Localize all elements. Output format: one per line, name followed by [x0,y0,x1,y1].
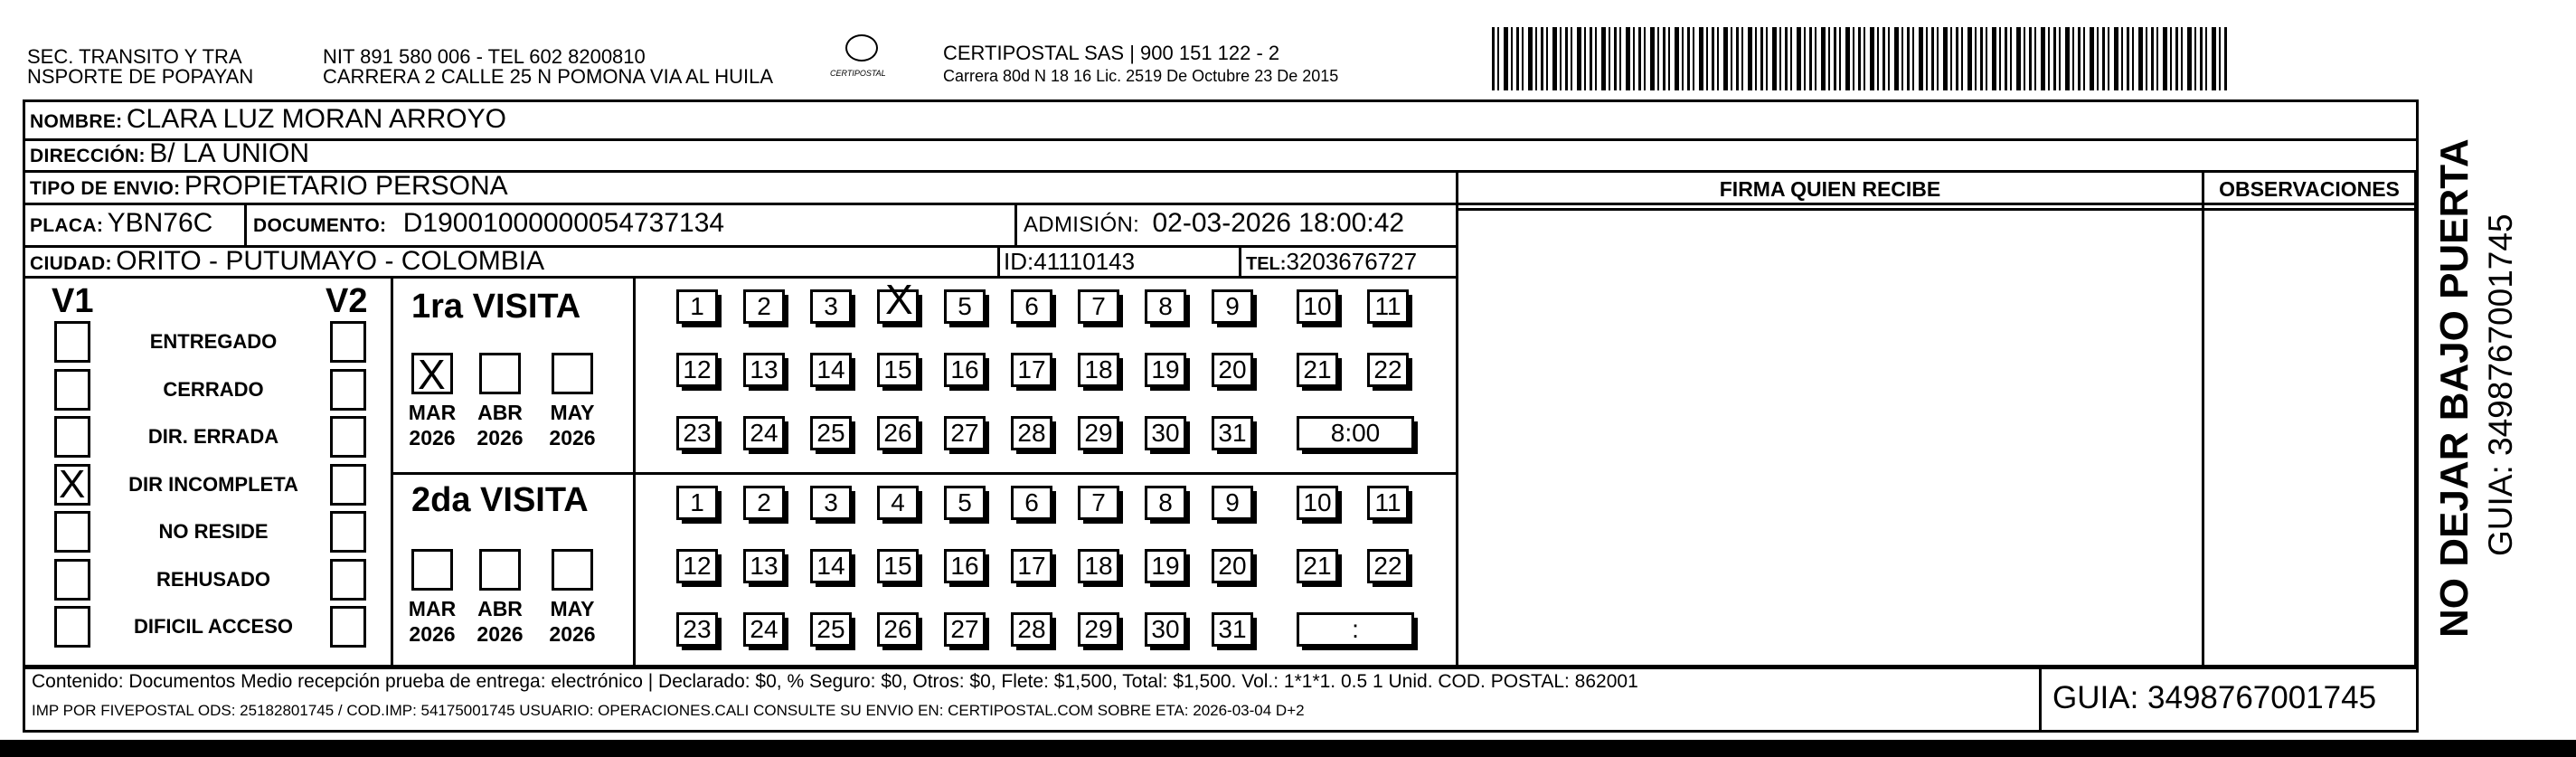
divider [1239,245,1241,276]
first-visit-month-label: ABR 2026 [477,401,524,449]
id-label: ID: [1004,248,1034,275]
first-visit-day-box[interactable]: 22 [1367,353,1409,387]
second-visit-day-box[interactable]: 30 [1145,612,1186,647]
logo-text: CERTIPOSTAL [830,69,886,78]
status-label: DIFICIL ACCESO [133,615,293,638]
first-visit-day-box[interactable]: 10 [1297,289,1338,324]
divider [244,203,247,245]
tel-value: 3203676727 [1286,248,1418,275]
second-visit-day-box[interactable]: 20 [1212,549,1253,583]
second-visit-day-box[interactable]: 25 [810,612,852,647]
second-visit-day-box[interactable]: 5 [944,486,986,520]
admision-cell [1024,208,1404,239]
first-visit-day-box[interactable]: 21 [1297,353,1338,387]
nombre-label: NOMBRE: [30,111,123,132]
first-visit-time-box[interactable]: 8:00 [1297,416,1414,450]
divider [391,276,393,665]
first-visit-day-box[interactable]: 18 [1078,353,1119,387]
second-visit-day-box[interactable]: 9 [1212,486,1253,520]
divider [633,276,636,665]
first-visit-day-box[interactable]: 3 [810,289,852,324]
first-visit-month-checkbox[interactable] [411,353,453,394]
first-visit-day-box[interactable]: 13 [743,353,785,387]
second-visit-month-checkbox[interactable] [479,549,521,591]
v1-label: V1 [52,282,94,320]
second-visit-day-box[interactable]: 4 [877,486,919,520]
ciudad-value: ORITO - PUTUMAYO - COLOMBIA [116,246,545,276]
divider [1456,208,2414,211]
first-visit-day-box[interactable]: 24 [743,416,785,450]
address-line: CARRERA 2 CALLE 25 N POMONA VIA AL HUILA [323,65,774,88]
second-visit-day-box[interactable]: 15 [877,549,919,583]
status-label: NO RESIDE [158,520,269,543]
first-visit-day-box[interactable]: 7 [1078,289,1119,324]
license-line: Carrera 80d N 18 16 Lic. 2519 De Octubre 23 De 2015 [943,67,1339,85]
v2-label: V2 [326,282,368,320]
second-visit-day-box[interactable]: 27 [944,612,986,647]
second-visit-day-box[interactable]: 8 [1145,486,1186,520]
second-visit-day-box[interactable]: 23 [676,612,718,647]
direccion-row [30,138,309,169]
divider [23,203,2419,205]
second-visit-day-box[interactable]: 2 [743,486,785,520]
v2-checkbox[interactable] [330,369,366,411]
first-visit-month-label: MAY 2026 [549,401,596,449]
first-visit-day-box[interactable]: 2 [743,289,785,324]
first-visit-day-box[interactable]: 30 [1145,416,1186,450]
v1-checkbox[interactable] [54,511,90,553]
certipostal-logo-icon [845,34,878,62]
first-visit-day-box[interactable]: 5 [944,289,986,324]
second-visit-month-checkbox[interactable] [411,549,453,591]
first-visit-month-label: MAR 2026 [408,401,457,449]
second-visit-day-box[interactable]: 22 [1367,549,1409,583]
id-value: 41110143 [1033,248,1136,275]
side-guia: GUIA: 3498767001745 [2482,213,2519,556]
second-visit-day-box[interactable]: 13 [743,549,785,583]
v2-checkbox[interactable] [330,464,366,506]
v2-checkbox[interactable] [330,511,366,553]
first-visit-day-box[interactable]: 17 [1011,353,1052,387]
id-cell [1004,248,1135,276]
divider [997,245,1000,276]
second-visit-day-box[interactable]: 17 [1011,549,1052,583]
second-visit-day-box[interactable]: 28 [1011,612,1052,647]
documento-cell [253,208,724,239]
footer-line-2: IMP POR FIVEPOSTAL ODS: 25182801745 / COD.IMP: 54175001745 USUARIO: OPERACIONES.CALI CONSULTE SU ENVIO EN: CERTIPOSTAL.COM SOBRE ETA: 2026-03-04 D+2 [32,702,1305,719]
v1-checkbox[interactable] [54,559,90,601]
v2-checkbox[interactable] [330,416,366,458]
first-visit-day-box[interactable]: 12 [676,353,718,387]
second-visit-day-box[interactable]: 18 [1078,549,1119,583]
second-visit-month-checkbox[interactable] [552,549,593,591]
first-visit-day-box[interactable] [877,289,919,324]
first-visit-day-box[interactable]: 1 [676,289,718,324]
second-visit-day-box[interactable]: 19 [1145,549,1186,583]
direccion-label: DIRECCIÓN: [30,146,146,166]
admision-label: ADMISIÓN: [1024,213,1140,237]
v1-checkbox[interactable] [54,416,90,458]
first-visit-day-box[interactable]: 27 [944,416,986,450]
second-visit-day-box[interactable]: 3 [810,486,852,520]
first-visit-day-box[interactable]: 25 [810,416,852,450]
second-visit-day-box[interactable]: 6 [1011,486,1052,520]
first-visit-day-box[interactable]: 8 [1145,289,1186,324]
first-visit-day-box[interactable]: 26 [877,416,919,450]
placa-label: PLACA: [30,215,104,236]
status-label: ENTREGADO [149,330,278,353]
second-visit-day-box[interactable]: 14 [810,549,852,583]
first-visit-day-box[interactable]: 31 [1212,416,1253,450]
v2-checkbox[interactable] [330,321,366,363]
second-visit-day-box[interactable]: 21 [1297,549,1338,583]
page-edge [0,740,2576,757]
second-visit-day-box[interactable]: 12 [676,549,718,583]
first-visit-day-box[interactable]: 16 [944,353,986,387]
nit-line: NIT 891 580 006 - TEL 602 8200810 [323,45,646,68]
second-visit-day-box[interactable]: 31 [1212,612,1253,647]
second-visit-month-label: MAY 2026 [549,597,596,646]
divider [1014,203,1017,245]
tipo-value: PROPIETARIO PERSONA [184,171,508,201]
second-visit-day-box[interactable]: 7 [1078,486,1119,520]
second-visit-day-box[interactable]: 10 [1297,486,1338,520]
first-visit-day-box[interactable]: 15 [877,353,919,387]
footer-guia: GUIA: 3498767001745 [2052,680,2377,715]
second-visit-day-box[interactable]: 26 [877,612,919,647]
divider [2202,170,2204,665]
firma-header: FIRMA QUIEN RECIBE [1719,177,1941,201]
admision-value: 02-03-2026 18:00:42 [1152,208,1405,238]
documento-value: D19001000000054737134 [402,208,725,238]
nombre-value: CLARA LUZ MORAN ARROYO [126,104,506,134]
second-visit-month-label: MAR 2026 [408,597,457,646]
divider [1456,170,1458,665]
first-visit-day-box[interactable]: 19 [1145,353,1186,387]
first-visit-day-box[interactable]: 23 [676,416,718,450]
second-visit-day-box[interactable]: 29 [1078,612,1119,647]
nombre-row [30,104,506,135]
sender-line-2: NSPORTE DE POPAYAN [27,65,254,88]
placa-value: YBN76C [107,208,213,238]
v2-checkbox[interactable] [330,559,366,601]
v1-checkbox[interactable] [54,606,90,648]
barcode [1492,27,2229,90]
status-label: DIR INCOMPLETA [128,473,298,496]
v1-checkbox[interactable] [54,369,90,411]
side-warning: NO DEJAR BAJO PUERTA [2432,138,2477,638]
divider [23,138,2419,141]
first-visit-day-box[interactable]: 28 [1011,416,1052,450]
v1-checkbox[interactable] [54,464,90,506]
second-visit-label: 2da VISITA [411,481,589,519]
documento-label: DOCUMENTO: [253,215,387,236]
first-visit-day-box[interactable]: 11 [1367,289,1409,324]
v1-checkbox[interactable] [54,321,90,363]
tipo-label: TIPO DE ENVIO: [30,178,181,199]
first-visit-day-box[interactable]: 9 [1212,289,1253,324]
ciudad-label: CIUDAD: [30,253,112,274]
second-visit-day-box[interactable]: 16 [944,549,986,583]
second-visit-day-box[interactable]: 24 [743,612,785,647]
tipo-row [30,171,508,202]
first-visit-label: 1ra VISITA [411,288,581,326]
first-visit-month-checkbox[interactable] [479,353,521,394]
second-visit-month-label: ABR 2026 [477,597,524,646]
divider [2414,170,2417,665]
second-visit-time-box[interactable]: : [1297,612,1414,647]
ciudad-cell [30,246,544,277]
placa-cell [30,208,212,239]
status-label: CERRADO [163,378,264,401]
first-visit-day-box[interactable]: 14 [810,353,852,387]
status-label: DIR. ERRADA [147,425,279,448]
tel-cell [1246,248,1417,276]
status-label: REHUSADO [156,568,270,591]
first-visit-month-checkbox[interactable] [552,353,593,394]
first-visit-day-box[interactable]: 29 [1078,416,1119,450]
divider [391,472,1456,475]
footer-line-1: Contenido: Documentos Medio recepción prueba de entrega: electrónico | Declarado: $0, % Seguro: $0, Otros: $0, Flete: $1,500, Total: $1,500. Vol.: 1*1*1. 0.5 1 Unid. COD. POSTAL: 862001 [32,671,1638,692]
observaciones-header: OBSERVACIONES [2219,177,2400,201]
tel-label: TEL: [1246,254,1287,274]
second-visit-day-box[interactable]: 11 [1367,486,1409,520]
first-visit-day-box[interactable]: 6 [1011,289,1052,324]
sender-line-1: SEC. TRANSITO Y TRA [27,45,242,68]
first-visit-day-box[interactable]: 20 [1212,353,1253,387]
second-visit-day-box[interactable]: 1 [676,486,718,520]
direccion-value: B/ LA UNION [149,138,310,168]
v2-checkbox[interactable] [330,606,366,648]
company-line: CERTIPOSTAL SAS | 900 151 122 - 2 [943,42,1280,64]
